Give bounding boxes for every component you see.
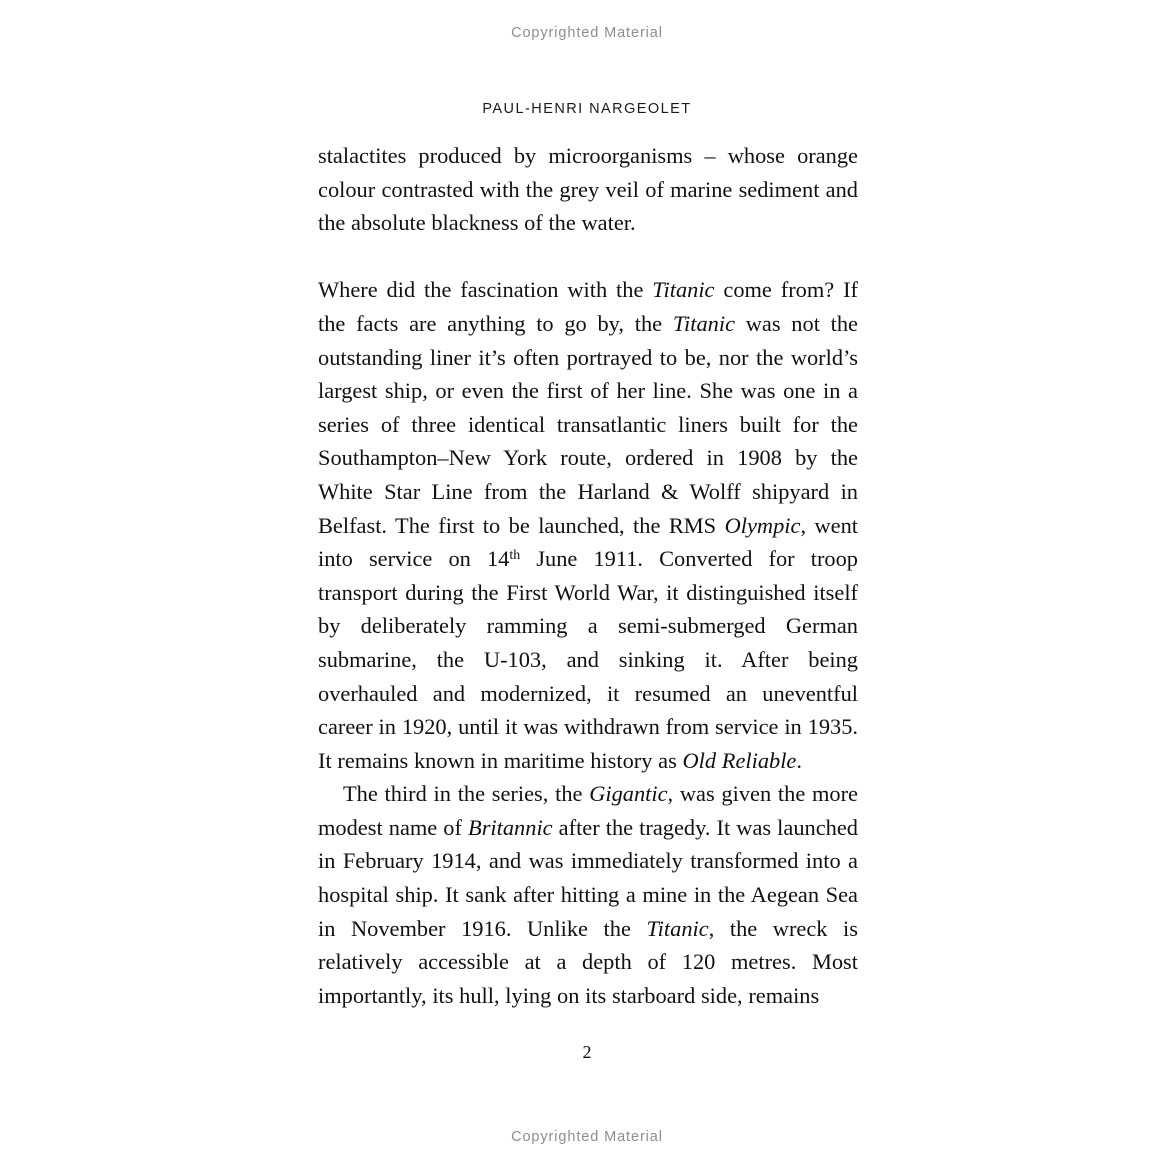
text-run: , went into service on 14 [318,512,858,572]
paragraph-3 [318,777,858,1012]
text-run: . [796,747,802,773]
text-run: June 1911. Converted for troop transport during the First World War, it distinguished itself by deliberately ramming a semi-submerged German submarine, the U-103, and sinking it. After being overhauled and modernized, it resumed an uneventful career in 1920, until it was withdrawn from service in 1935. It remains known in maritime history as [318,546,858,773]
text-run: , was given the more modest name of [318,781,858,840]
paragraph-1 [318,139,858,240]
running-head-author: PAUL-HENRI NARGEOLET [482,101,692,117]
text-run: come from? If the facts are anything to go by, the [318,277,858,336]
italic-title: Olympic [724,512,801,538]
text-run: stalactites produced by microorganisms – whose orange colour contrasted with the grey veil of marine sediment and the absolute blackness of the water. [318,143,858,236]
italic-title: Old Reliable [682,747,797,773]
paragraph-2 [318,273,858,777]
body-text-block [318,139,858,1012]
ordinal-suffix: th [509,547,521,563]
copyright-watermark-bottom: Copyrighted Material [511,1129,663,1145]
text-run: Where did the fascination with the [318,277,653,303]
copyright-watermark-top: Copyrighted Material [511,25,663,41]
italic-title: Gigantic [589,781,668,807]
text-run: after the tragedy. It was launched in February 1914, and was immediately transformed into a hospital ship. It sank after hitting a mine in the Aegean Sea in November 1916. Unlike the [318,814,858,941]
italic-title: Britannic [468,814,553,840]
text-run: was not the outstanding liner it’s often portrayed to be, nor the world’s largest ship, or even the first of her line. She was one in a series of three identical transatlantic liners built for the Southampton–New York route, ordered in 1908 by the White Star Line from the Harland & Wolff shipyard in Belfast. The first to be launched, the RMS [318,310,858,538]
page-number: 2 [582,1042,592,1062]
italic-title: Titanic [652,277,715,303]
text-run: , the wreck is relatively accessible at a depth of 120 metres. Most importantly, its hull, lying on its starboard side, remains [318,915,858,1008]
italic-title: Titanic [646,915,709,941]
italic-title: Titanic [672,310,736,336]
text-run: The third in the series, the [343,781,590,807]
